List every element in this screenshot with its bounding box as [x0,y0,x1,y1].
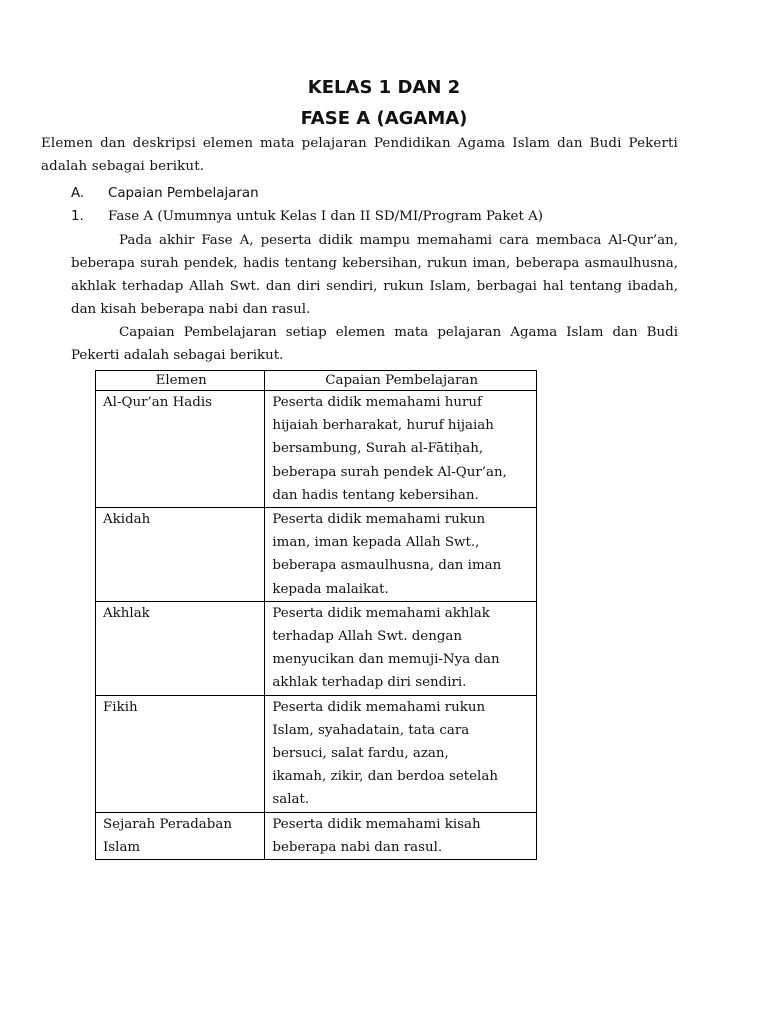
table-row [96,391,537,508]
cell-capaian [265,601,537,695]
section-a-letter: A. [71,186,85,201]
elemen-line: Sejarah Peradaban [103,816,232,832]
cell-elemen [96,508,265,602]
header-elemen: Elemen [96,371,265,391]
table-row [96,508,537,602]
capaian-line: hijaiah berharakat, huruf hijaiah [272,418,494,434]
table-row [96,695,537,812]
capaian-line: terhadap Allah Swt. dengan [272,629,463,645]
cell-capaian [265,391,537,508]
capaian-line: kepada malaikat. [272,581,389,597]
capaian-line: menyucikan dan memuji-Nya dan [272,652,500,668]
capaian-line: bersambung, Surah al-Fātiḥah, [272,441,484,457]
capaian-line: bersuci, salat fardu, azan, [272,746,449,762]
header-capaian: Capaian Pembelajaran [265,371,537,391]
intro-paragraph: Elemen dan deskripsi elemen mata pelajaran Pendidikan Agama Islam dan Budi Pekerti adalah sebagai berikut. [41,136,678,174]
capaian-line: Peserta didik memahami kisah [272,816,481,832]
elemen-line: Akidah [103,512,151,528]
capaian-table [95,370,537,860]
capaian-line: dan hadis tentang kebersihan. [272,487,479,503]
elemen-line: Islam [103,839,141,855]
cell-elemen [96,391,265,508]
capaian-line: Peserta didik memahami rukun [272,699,486,715]
capaian-line: ikamah, zikir, dan berdoa setelah [272,769,498,785]
capaian-line: Peserta didik memahami akhlak [272,605,490,621]
page-title: KELAS 1 DAN 2 [307,77,461,98]
section-a-heading: Capaian Pembelajaran [108,186,259,201]
elemen-line: Akhlak [103,605,150,621]
table-row [96,812,537,859]
capaian-line: beberapa asmaulhusna, dan iman [272,558,502,574]
table-header-row [96,371,537,391]
capaian-line: akhlak terhadap diri sendiri. [272,675,467,691]
elemen-line: Al-Qur’an Hadis [103,395,212,410]
capaian-line: beberapa nabi dan rasul. [272,839,443,855]
capaian-line: beberapa surah pendek Al-Qur’an, [272,464,507,480]
table-row [96,601,537,695]
elemen-line: Fikih [103,699,138,715]
cell-capaian [265,695,537,812]
capaian-line: Peserta didik memahami rukun [272,512,486,528]
capaian-line: Islam, syahadatain, tata cara [272,722,470,738]
table-body [96,391,537,860]
item-1-number: 1. [71,209,84,224]
capaian-line: Peserta didik memahami huruf [272,395,482,410]
cell-capaian [265,508,537,602]
cell-capaian [265,812,537,859]
cell-elemen [96,601,265,695]
page-subtitle: FASE A (AGAMA) [300,108,468,129]
capaian-line: iman, iman kepada Allah Swt., [272,535,480,551]
item-1-heading: Fase A (Umumnya untuk Kelas I dan II SD/MI/Program Paket A) [108,209,543,224]
body-paragraph: Capaian Pembelajaran setiap elemen mata pelajaran Agama Islam dan Budi Pekerti adalah sebagai berikut. [71,325,678,363]
cell-elemen [96,695,265,812]
capaian-line: salat. [272,792,310,808]
body-paragraph: Pada akhir Fase A, peserta didik mampu memahami cara membaca Al-Qur’an, beberapa surah pendek, hadis tentang kebersihan, rukun iman, beberapa asmaulhusna, akhlak terhadap Allah Swt. dan diri sendiri, rukun Islam, berbagai hal tentang ibadah, dan kisah beberapa nabi dan rasul. [71,233,678,317]
cell-elemen [96,812,265,859]
